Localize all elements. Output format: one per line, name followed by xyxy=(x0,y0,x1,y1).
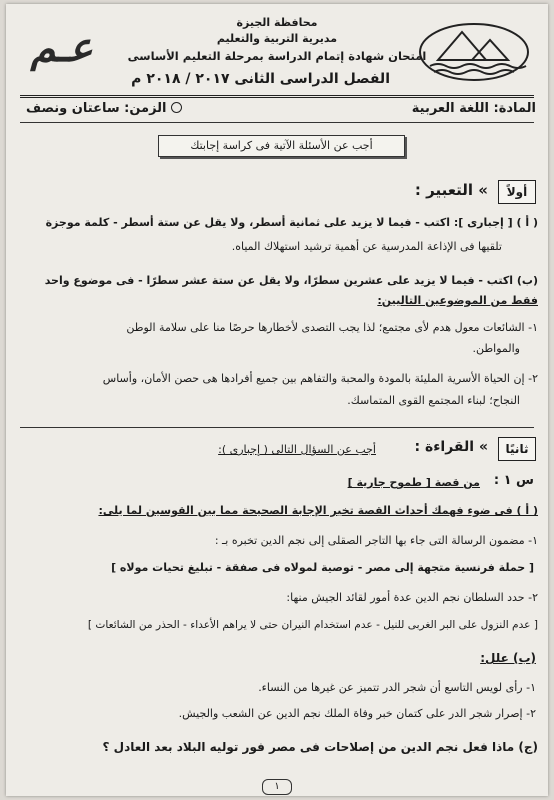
section2-number: ثانيًا xyxy=(498,437,536,461)
s1-topic2-line1: ٢- إن الحياة الأسرية المليئة بالمودة والمحبة والتفاهم بين جميع أفرادها هى حصن الأمان، وأساس xyxy=(102,372,538,385)
section1-number: أولاً xyxy=(498,180,536,204)
s1-a-line1: ( أ ) [ إجبارى ]: اكتب - فيما لا يزيد على ثمانية أسطر، ولا يقل عن ستة أسطر - كلمة موجزة xyxy=(45,216,538,229)
s1-a-line2: تلقيها فى الإذاعة المدرسية عن أهمية ترشيد استهلاك المياه. xyxy=(231,240,502,253)
school-logo-icon: ع‍ـم xyxy=(27,24,103,71)
s1-topic1-line2: والمواطن. xyxy=(472,342,520,355)
header-divider xyxy=(20,95,534,98)
q-b1: ١- رأى لويس التاسع أن شجر الدر تتميز عن غيرها من النساء. xyxy=(258,681,536,694)
section1-title-text: التعبير : xyxy=(414,181,474,199)
section-divider xyxy=(20,427,534,428)
section-arrow-icon: » xyxy=(478,439,488,455)
header-exam-title: امتحان شهادة إتمام الدراسة بمرحلة التعليم الأساسى xyxy=(127,49,427,63)
header-governorate: محافظة الجيزة xyxy=(236,16,318,29)
s1-topic1-line1: ١- الشائعات معول هدم لأى مجتمع؛ لذا يجب التصدى لأخطارها حرصًا منا على سلامة الوطن xyxy=(126,321,538,334)
q-c: (ج) ماذا فعل نجم الدين من إصلاحات فى مصر فور توليه البلاد بعد العادل ؟ xyxy=(102,740,538,754)
subject-label: المادة: اللغة العربية xyxy=(411,101,536,116)
story-title: من قصة [ طموح جارية ] xyxy=(347,476,480,489)
subject-divider xyxy=(20,122,534,123)
section1-title xyxy=(415,183,488,197)
time-text: الزمن: ساعتان ونصف xyxy=(26,101,167,116)
s1-topic2-line2: النجاح؛ لبناء المجتمع القوى المتماسك. xyxy=(347,394,520,407)
time-label xyxy=(26,102,182,116)
q-a2-text: ٢- حدد السلطان نجم الدين عدة أمور لقائد الجيش منها: xyxy=(286,591,538,604)
section-arrow-icon: » xyxy=(478,181,488,199)
q-b-label: (ب) علل: xyxy=(480,651,536,665)
section2-title xyxy=(415,440,488,454)
q-a1-text: ١- مضمون الرسالة التى جاء بها التاجر الصقلى إلى نجم الدين تخبره بـ : xyxy=(214,534,538,547)
s1-b-line2: فقط من الموضوعين التاليين: xyxy=(377,294,538,307)
section2-title-text: القراءة : xyxy=(414,439,475,455)
q-a-instruction: ( أ ) فى ضوء فهمك أحداث القصة تخير الإجابة الصحيحة مما بين القوسين لما يلى: xyxy=(98,504,538,517)
s1-b-line1: (ب) اكتب - فيما لا يزيد على عشرين سطرًا، ولا يقل عن ستة عشر سطرًا - فى موضوع واحد xyxy=(44,274,538,287)
instruction-box: أجب عن الأسئلة الآتية فى كراسة إجابتك xyxy=(158,135,405,157)
q-a1-options: [ حملة فرنسية متجهة إلى مصر - توصية لمولاه فى صفقة - تبليغ تحيات مولاه ] xyxy=(111,561,534,574)
question1-label: س ١ : xyxy=(493,473,534,488)
clock-icon xyxy=(171,102,182,113)
q-a2-options: [ عدم النزول على البر الغربى للنيل - عدم استخدام النيران حتى لا يراهم الأعداء - الحذر من الشائعات ] xyxy=(87,619,538,631)
q-b2: ٢- إصرار شجر الدر على كتمان خبر وفاة الملك نجم الدين عن الشعب والجيش. xyxy=(178,707,536,720)
header-term: الفصل الدراسى الثانى ٢٠١٧ / ٢٠١٨ م xyxy=(131,71,390,87)
section2-instruction: أجب عن السؤال التالى ( إجبارى ): xyxy=(218,443,376,456)
exam-sheet xyxy=(6,4,548,796)
header-directorate: مديرية التربية والتعليم xyxy=(216,32,338,45)
page-number: ١ xyxy=(262,779,292,795)
